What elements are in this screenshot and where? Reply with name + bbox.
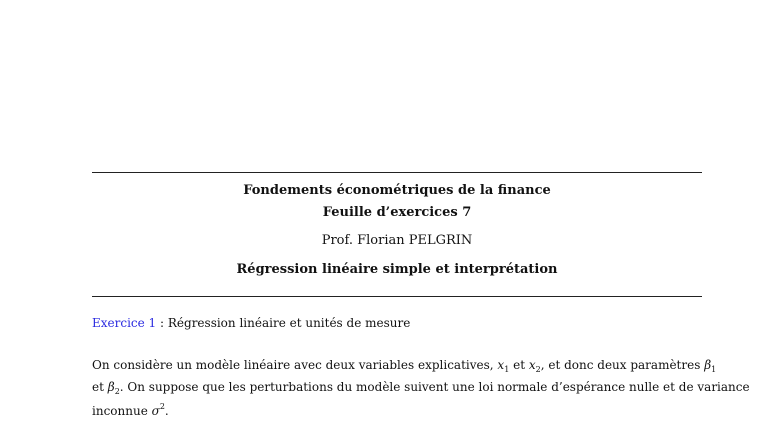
course-title: Fondements économétriques de la finance [243,183,551,198]
math-x1: $x_1$ [497,358,510,374]
paragraph-line-1 [92,358,717,374]
exercise-separator: : [156,316,168,330]
professor-name: Prof. Florian PELGRIN [321,233,473,248]
paragraph-text: et [92,380,108,394]
paragraph-line-2 [92,380,750,396]
paragraph-text: et [509,358,529,372]
exercise-link[interactable]: Exercice 1 [92,316,157,330]
paragraph-text: , et donc deux paramètres [540,358,705,372]
math-x2: $x_2$ [528,358,541,374]
paragraph-text: . On suppose que les perturbations du modèle suivent une loi normale d’espérance nulle et de variance [119,380,750,394]
paragraph-text: . [164,404,169,418]
subject-title: Régression linéaire simple et interprétation [236,262,558,277]
exercise-title: Régression linéaire et unités de mesure [167,316,411,330]
paragraph-text: inconnue [92,404,152,418]
math-sigma-squared: $\sigma^2$ [151,402,165,418]
top-rule [92,172,702,173]
math-beta2: $\beta_2$ [107,380,120,396]
bottom-rule [92,296,702,297]
paragraph-line-3 [92,402,702,418]
paragraph-text: On considère un modèle linéaire avec deux variables explicatives, [92,358,498,372]
sheet-title: Feuille d’exercices 7 [322,205,472,220]
exercise-heading [92,316,410,330]
math-beta1: $\beta_1$ [704,358,717,374]
